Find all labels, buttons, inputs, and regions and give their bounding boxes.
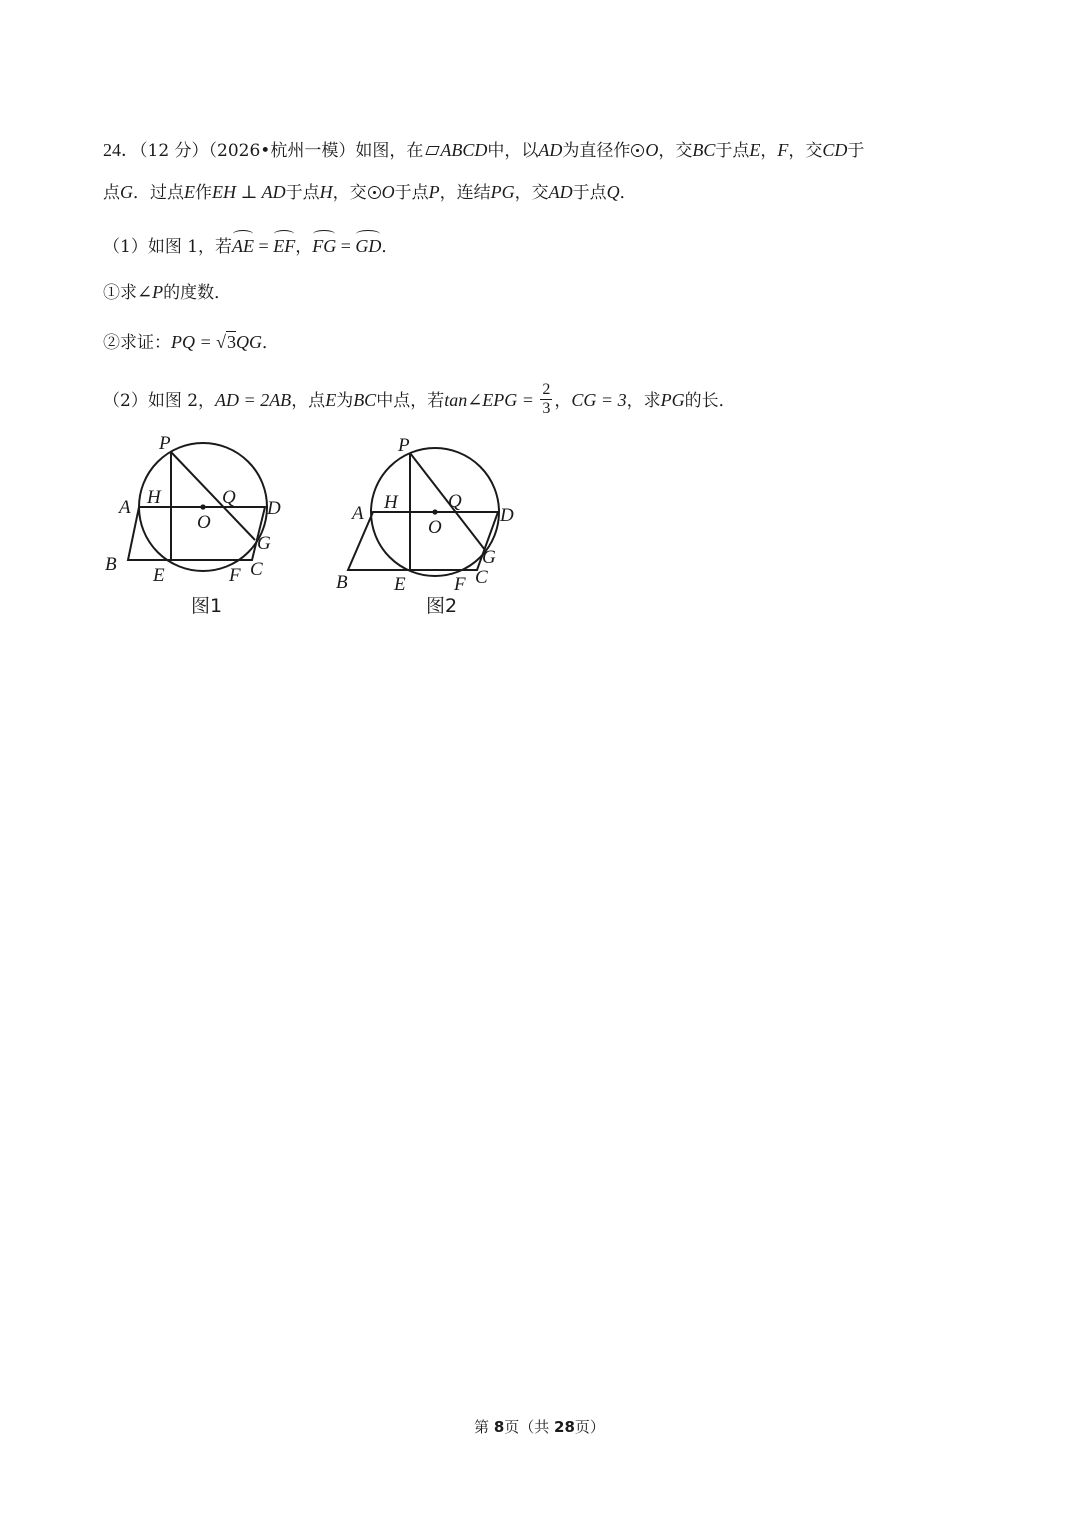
problem-number: 24． — [103, 140, 139, 160]
text: 页（共 — [504, 1418, 555, 1436]
segment-pg — [171, 452, 255, 540]
figure-2 — [330, 430, 550, 620]
problem-score: （12 分） — [139, 141, 209, 161]
text: = — [254, 236, 274, 256]
math: BC — [692, 140, 716, 160]
label-o: O — [197, 512, 211, 533]
text: = — [336, 236, 356, 256]
label-b: B — [105, 554, 117, 575]
text: 页） — [574, 1418, 605, 1436]
text: （1）如图 1，若 — [103, 237, 233, 257]
math: ∠P — [137, 282, 164, 302]
math: E — [749, 140, 761, 160]
label-e: E — [153, 565, 165, 586]
label-q: Q — [448, 491, 462, 512]
text: 中，以 — [487, 141, 539, 161]
text: ， — [554, 391, 572, 411]
text: ． — [619, 183, 637, 203]
sqrt-sign: √ — [216, 332, 227, 352]
label-c: C — [475, 567, 488, 588]
label-g: G — [257, 533, 271, 554]
problem-source: （2026•杭州一模） — [208, 141, 356, 161]
figure-1 — [95, 430, 315, 620]
total-pages: 28 — [554, 1418, 575, 1436]
math: CD — [822, 140, 848, 160]
text: ，交 — [514, 183, 549, 203]
center-dot — [200, 504, 205, 509]
text: ②求证： — [103, 333, 171, 353]
math: tan∠EPG = — [444, 390, 539, 410]
text: ． — [262, 333, 280, 353]
text: 如图，在 — [355, 141, 424, 161]
math: H — [319, 182, 333, 202]
math: BC — [353, 390, 377, 410]
math: E — [325, 390, 337, 410]
math: PG — [660, 390, 685, 410]
math: E — [184, 182, 195, 202]
math: O — [381, 182, 395, 202]
text: 的度数． — [163, 283, 232, 303]
label-c: C — [250, 559, 263, 580]
math: AD — [538, 140, 563, 160]
text: 点 — [103, 183, 120, 203]
math: AD — [548, 182, 573, 202]
arc-ef: EF — [273, 232, 295, 258]
math: F — [777, 140, 789, 160]
label-h: H — [147, 487, 161, 508]
math: ABCD — [440, 140, 488, 160]
circle-symbol — [631, 144, 644, 157]
page-footer — [0, 1416, 1079, 1437]
math: Q — [606, 182, 620, 202]
arc-fg: FG — [312, 232, 336, 258]
problem-line-1 — [103, 138, 864, 163]
math: P — [428, 182, 440, 202]
text: ，交 — [788, 141, 823, 161]
text: ， — [295, 237, 313, 257]
label-q: Q — [222, 487, 236, 508]
math: AD = 2AB — [215, 390, 292, 410]
label-g: G — [482, 547, 496, 568]
text: 于点 — [394, 183, 429, 203]
part2-statement — [103, 383, 736, 420]
center-dot — [432, 509, 437, 514]
problem-line-2 — [103, 180, 637, 205]
label-o: O — [428, 517, 442, 538]
text: ． — [381, 237, 399, 257]
text: 为 — [336, 391, 354, 411]
part1-question-1 — [103, 280, 231, 305]
text: ，连结 — [439, 183, 491, 203]
math: EH ⊥ AD — [212, 182, 286, 202]
parallelogram-symbol — [426, 146, 440, 155]
label-f: F — [229, 565, 241, 586]
label-e: E — [394, 574, 406, 595]
label-h: H — [384, 492, 398, 513]
numerator: 2 — [542, 381, 551, 398]
label-p: P — [398, 435, 410, 456]
label-f: F — [454, 574, 466, 595]
fraction — [540, 381, 552, 418]
math: G — [120, 182, 133, 202]
label-a: A — [119, 497, 131, 518]
label-p: P — [159, 433, 171, 454]
text: 作 — [195, 183, 212, 203]
text: 的长． — [684, 391, 736, 411]
math: QG — [236, 332, 263, 352]
math: CG = 3 — [571, 390, 627, 410]
label-d: D — [500, 505, 514, 526]
math: O — [645, 140, 659, 160]
text: 于 — [847, 141, 865, 161]
text: ．过点 — [133, 183, 184, 203]
text: ，求 — [626, 391, 661, 411]
part1-statement — [103, 232, 398, 259]
arc-gd: GD — [355, 232, 381, 258]
text: ， — [760, 141, 778, 161]
part1-question-2 — [103, 330, 279, 355]
text: 于点 — [285, 183, 320, 203]
label-d: D — [267, 498, 281, 519]
arc-ae: AE — [232, 232, 254, 258]
text: 为直径作 — [562, 141, 631, 161]
text: 于点 — [715, 141, 750, 161]
circle-symbol — [368, 186, 381, 199]
text: ，交 — [332, 183, 367, 203]
text: 第 — [474, 1418, 494, 1436]
text: ，交 — [658, 141, 693, 161]
math: PQ = — [171, 332, 217, 352]
text: 中点，若 — [376, 391, 445, 411]
figure-1-caption: 图1 — [191, 595, 223, 617]
math: PG — [490, 182, 515, 202]
page-number: 8 — [493, 1418, 505, 1436]
text: 于点 — [572, 183, 607, 203]
denominator: 3 — [542, 400, 551, 417]
radicand: 3 — [227, 332, 237, 352]
figure-2-caption: 图2 — [426, 595, 458, 617]
text: ，点 — [291, 391, 326, 411]
label-b: B — [336, 572, 348, 593]
label-a: A — [352, 503, 364, 524]
text: ①求 — [103, 283, 137, 303]
text: （2）如图 2， — [103, 391, 216, 411]
sqrt — [216, 330, 236, 355]
